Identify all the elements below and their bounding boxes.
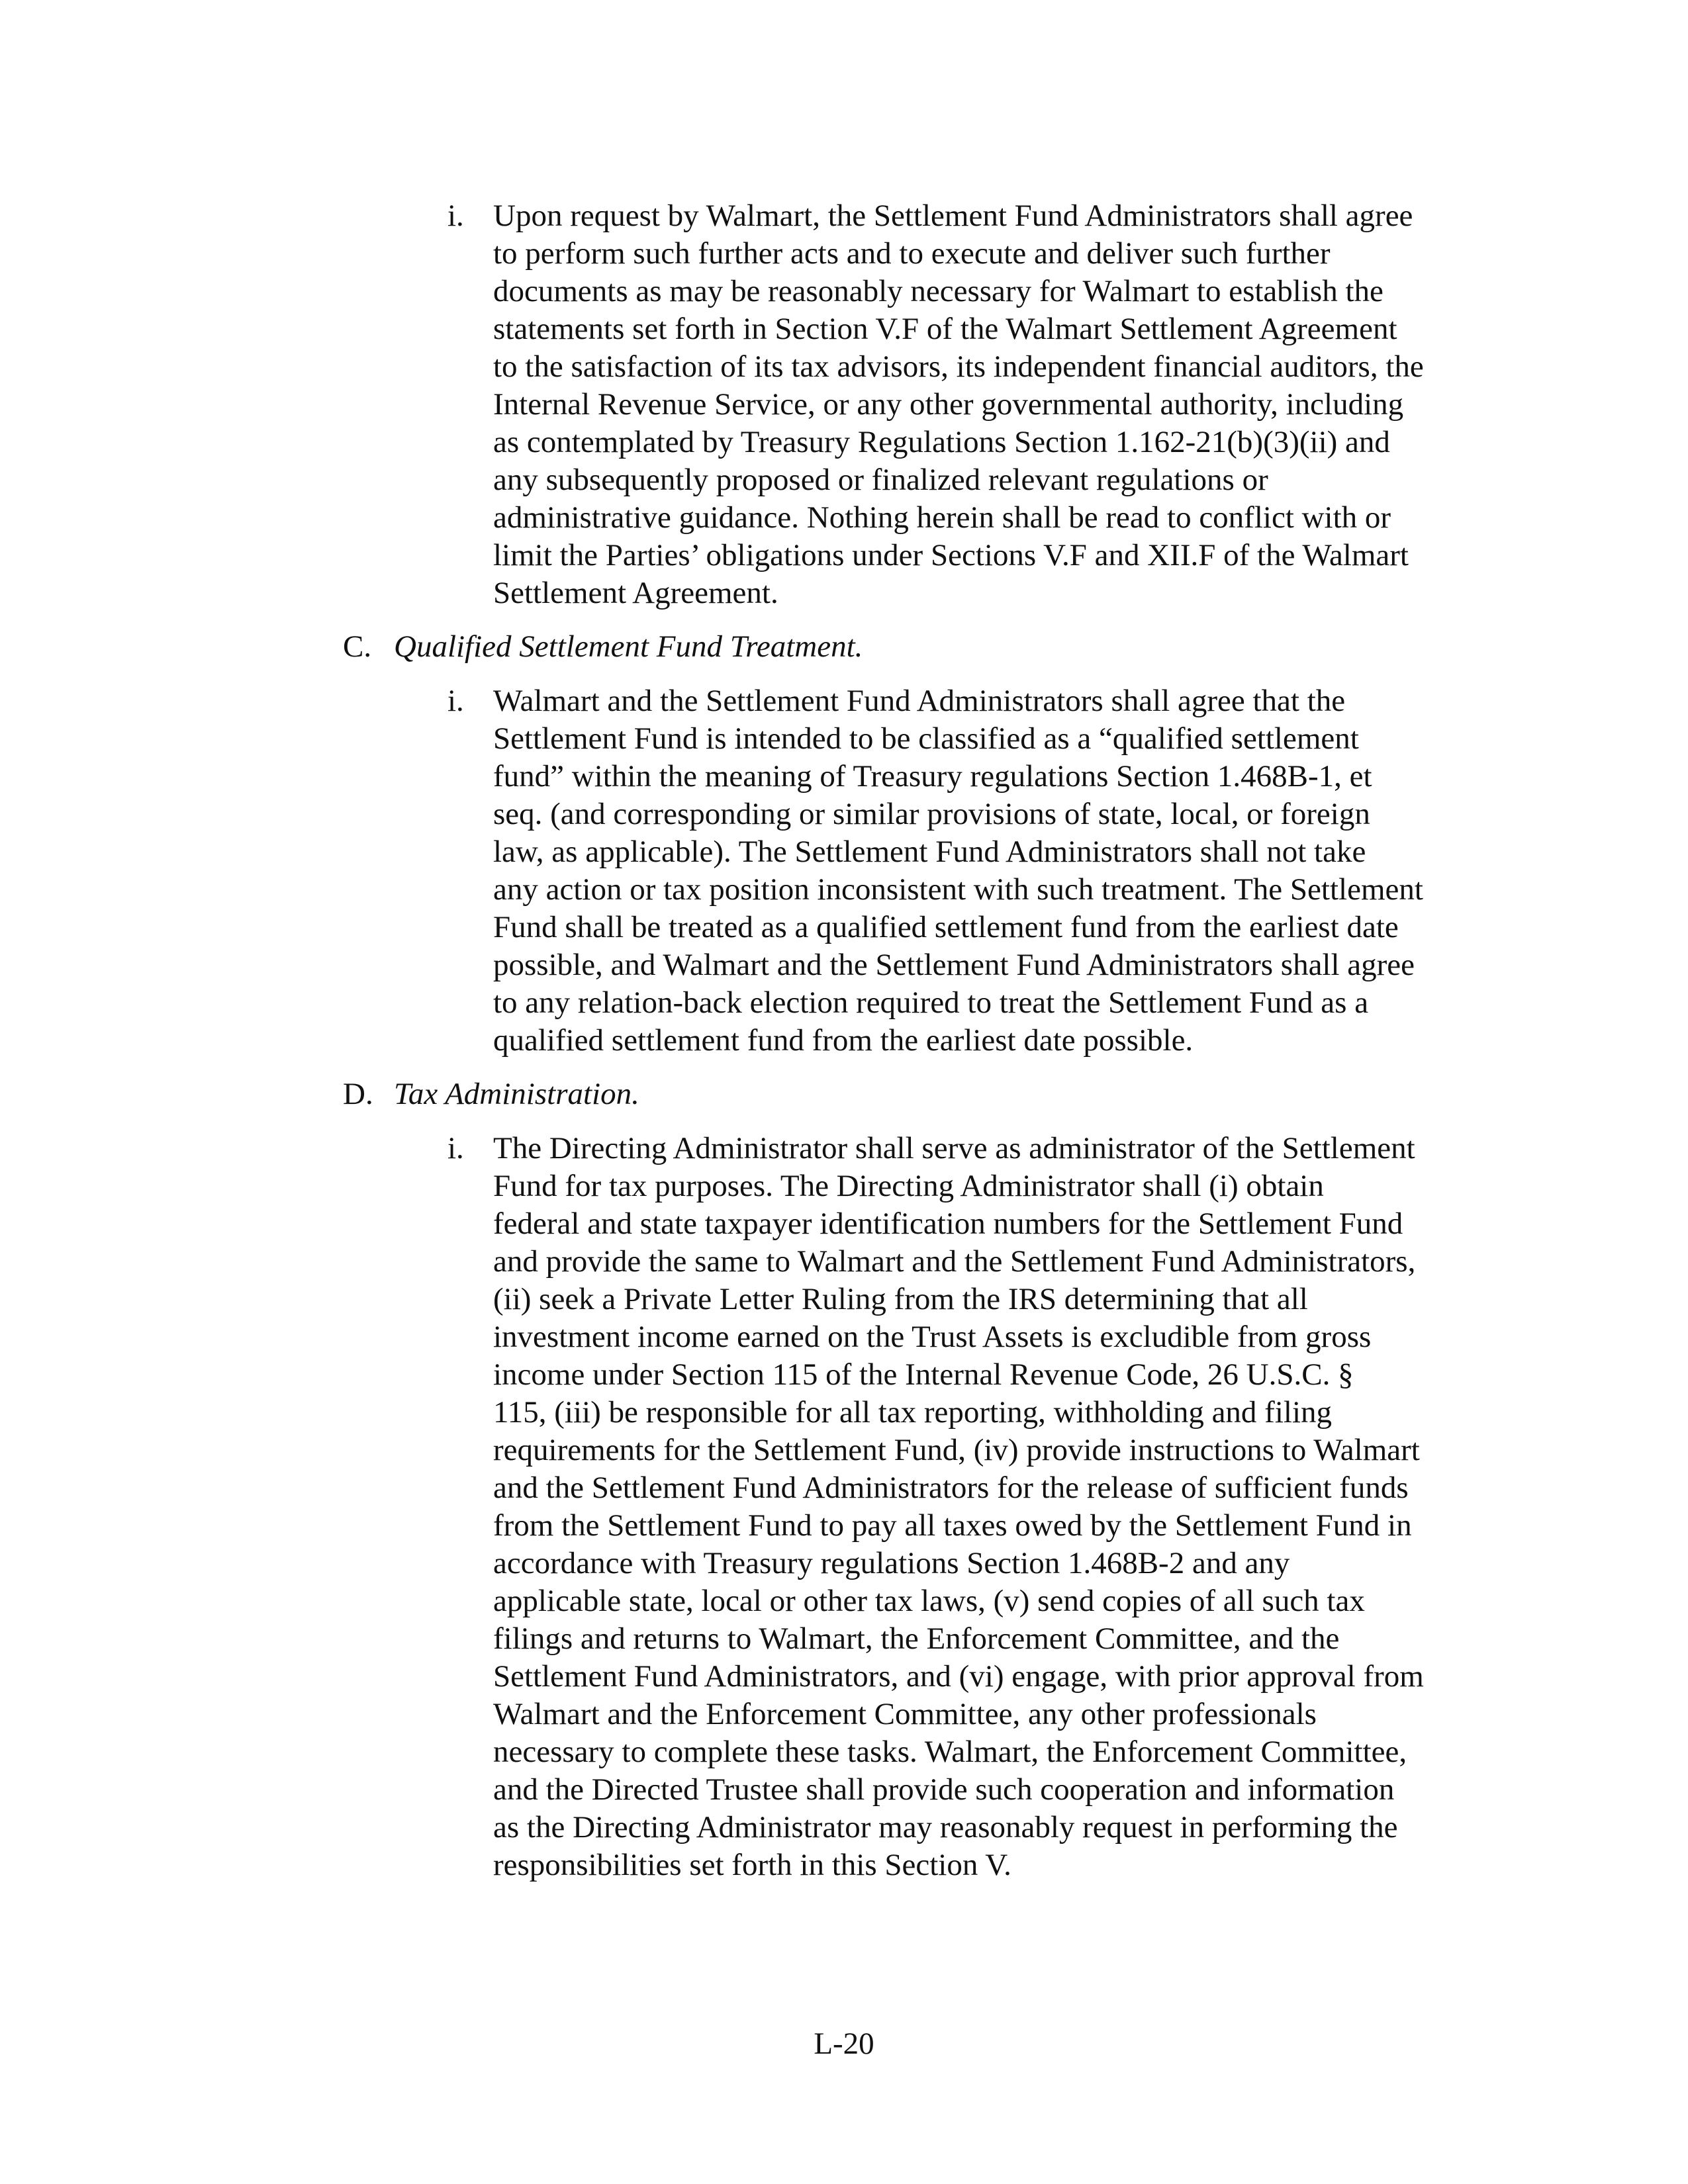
- paragraph-line: and the Directed Trustee shall provide such cooperation and information: [493, 1772, 1395, 1807]
- paragraph-line: and provide the same to Walmart and the Settlement Fund Administrators,: [493, 1244, 1416, 1279]
- paragraph-line: Settlement Fund Administrators, and (vi) engage, with prior approval from: [493, 1659, 1424, 1694]
- paragraph-line: Fund for tax purposes. The Directing Administrator shall (i) obtain: [493, 1169, 1324, 1203]
- paragraph-line: to perform such further acts and to execute and deliver such further: [493, 236, 1331, 271]
- paragraph-line: responsibilities set forth in this Section V.: [493, 1848, 1011, 1882]
- paragraph-line: fund” within the meaning of Treasury regulations Section 1.468B-1, et: [493, 759, 1372, 794]
- section-heading: Tax Administration.: [394, 1077, 639, 1111]
- paragraph-line: Fund shall be treated as a qualified settlement fund from the earliest date: [493, 910, 1399, 944]
- paragraph-line: law, as applicable). The Settlement Fund Administrators shall not take: [493, 835, 1366, 869]
- paragraph-line: as contemplated by Treasury Regulations Section 1.162-21(b)(3)(ii) and: [493, 425, 1390, 459]
- paragraph-line: federal and state taxpayer identification numbers for the Settlement Fund: [493, 1206, 1403, 1241]
- item-marker: i.: [447, 1131, 464, 1165]
- paragraph-line: qualified settlement fund from the earliest date possible.: [493, 1023, 1194, 1058]
- section-heading: Qualified Settlement Fund Treatment.: [394, 629, 863, 664]
- paragraph-line: Settlement Fund is intended to be classified as a “qualified settlement: [493, 721, 1359, 756]
- paragraph-line: filings and returns to Walmart, the Enforcement Committee, and the: [493, 1621, 1340, 1656]
- paragraph-line: from the Settlement Fund to pay all taxes owed by the Settlement Fund in: [493, 1508, 1412, 1543]
- paragraph-line: any subsequently proposed or finalized relevant regulations or: [493, 463, 1268, 497]
- paragraph-line: documents as may be reasonably necessary for Walmart to establish the: [493, 274, 1383, 308]
- paragraph-line: as the Directing Administrator may reasonably request in performing the: [493, 1810, 1398, 1844]
- paragraph-line: The Directing Administrator shall serve as administrator of the Settlement: [493, 1131, 1415, 1165]
- paragraph-line: Settlement Agreement.: [493, 576, 778, 610]
- paragraph-line: Upon request by Walmart, the Settlement Fund Administrators shall agree: [493, 199, 1413, 233]
- paragraph-line: applicable state, local or other tax laws, (v) send copies of all such tax: [493, 1584, 1365, 1618]
- paragraph-line: and the Settlement Fund Administrators for the release of sufficient funds: [493, 1471, 1409, 1505]
- paragraph-line: limit the Parties’ obligations under Sections V.F and XII.F of the Walmart: [493, 538, 1409, 572]
- item-marker: i.: [447, 199, 464, 233]
- paragraph-line: income under Section 115 of the Internal Revenue Code, 26 U.S.C. §: [493, 1357, 1354, 1392]
- paragraph-line: seq. (and corresponding or similar provisions of state, local, or foreign: [493, 797, 1370, 831]
- paragraph-line: possible, and Walmart and the Settlement Fund Administrators shall agree: [493, 948, 1415, 982]
- paragraph-line: (ii) seek a Private Letter Ruling from the IRS determining that all: [493, 1282, 1308, 1316]
- paragraph-line: to the satisfaction of its tax advisors, its independent financial auditors, the: [493, 349, 1424, 384]
- paragraph-line: Internal Revenue Service, or any other governmental authority, including: [493, 387, 1404, 422]
- paragraph-line: Walmart and the Settlement Fund Administrators shall agree that the: [493, 684, 1346, 718]
- paragraph-line: statements set forth in Section V.F of the Walmart Settlement Agreement: [493, 312, 1397, 346]
- paragraph-line: any action or tax position inconsistent with such treatment. The Settlement: [493, 872, 1423, 907]
- paragraph-line: to any relation-back election required to treat the Settlement Fund as a: [493, 985, 1369, 1020]
- paragraph-line: administrative guidance. Nothing herein shall be read to conflict with or: [493, 500, 1391, 535]
- paragraph-line: 115, (iii) be responsible for all tax reporting, withholding and filing: [493, 1395, 1333, 1430]
- paragraph-line: necessary to complete these tasks. Walmart, the Enforcement Committee,: [493, 1735, 1407, 1769]
- item-marker: i.: [447, 684, 464, 718]
- section-marker: C.: [343, 629, 372, 664]
- paragraph-line: accordance with Treasury regulations Section 1.468B-2 and any: [493, 1546, 1290, 1580]
- paragraph-line: Walmart and the Enforcement Committee, any other professionals: [493, 1697, 1317, 1731]
- page-number: L-20: [814, 2026, 874, 2061]
- paragraph-line: requirements for the Settlement Fund, (iv) provide instructions to Walmart: [493, 1433, 1420, 1467]
- section-marker: D.: [343, 1077, 373, 1111]
- paragraph-line: investment income earned on the Trust Assets is excludible from gross: [493, 1320, 1372, 1354]
